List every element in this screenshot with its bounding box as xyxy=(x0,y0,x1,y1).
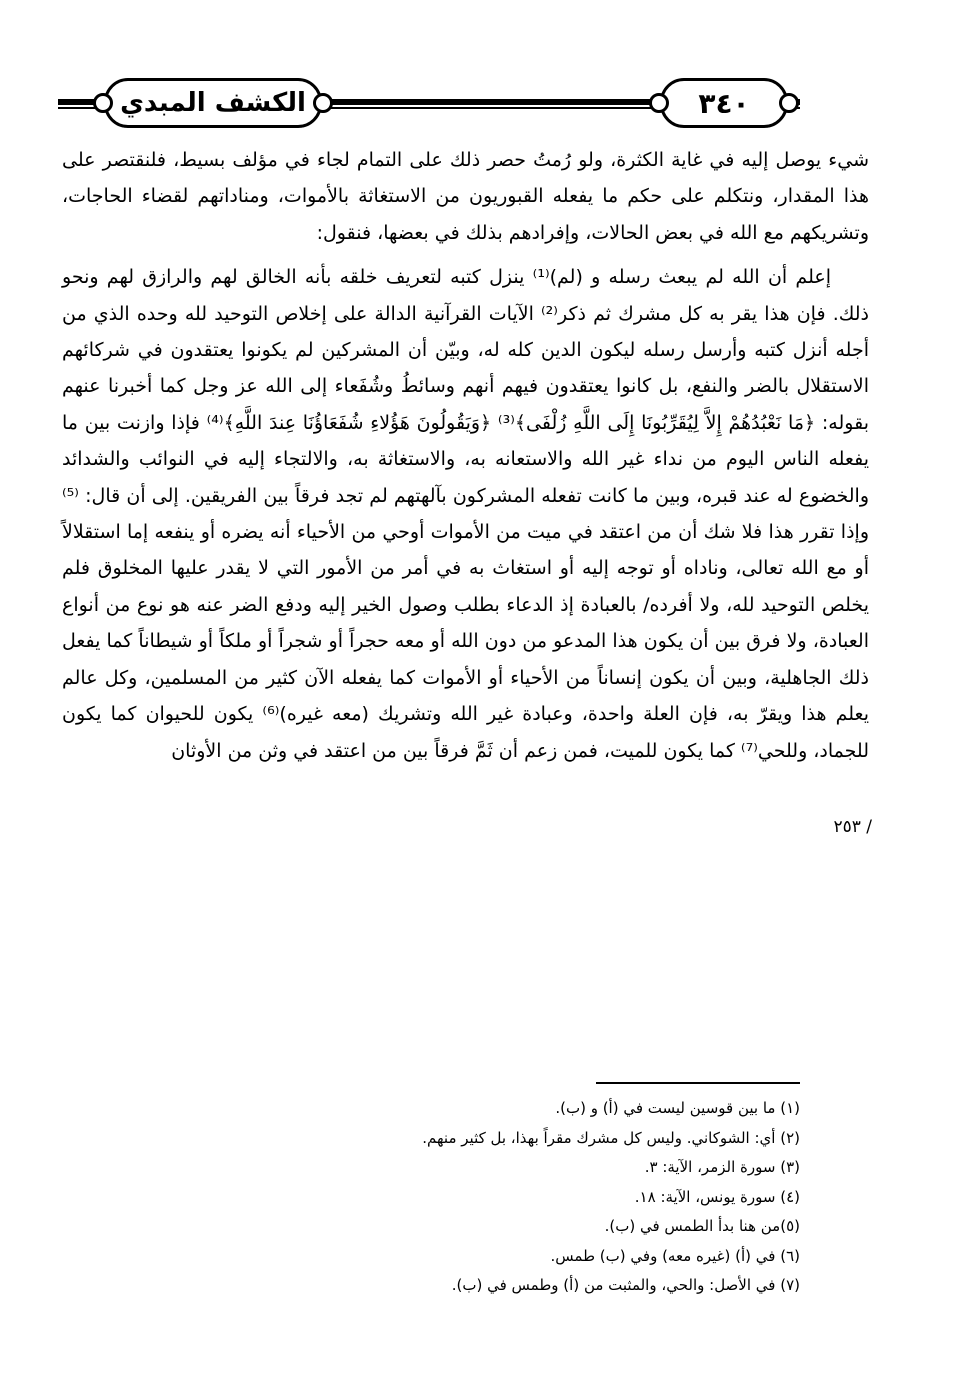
body-text xyxy=(62,142,869,769)
footnote-6: (٦) في (أ) (غيره معه) وفي (ب) طمس. xyxy=(550,1246,800,1265)
page-number: ٣٤٠ xyxy=(660,78,788,128)
page-header xyxy=(58,72,800,130)
footnote-3: (٣) سورة الزمر، الآية: ٣. xyxy=(644,1158,800,1176)
book-title: الكشف المبدي xyxy=(104,78,322,128)
paragraph-2: إعلم أن الله لم يبعث رسله و (لم)⁽¹⁾ ينزل كتبه لتعريف خلقه بأنه الخالق لهم والرازق لهم ونحو ذلك. فإن هذا يقر به كل مشرك ثم ذكر⁽²⁾ الآيات القرآنية الدالة على إخلاص التوحيد لله وحده الذي من أجله أنزل كتبه وأرسل رسله ليكون الدين كله له، وبيّن أن المشركين لم يكونوا يعتقدون في شركائهم الاستقلال بالضر والنفع، بل كانوا يعتقدون فيهم أنهم وسائطُ وشُفَعاء إلى الله عز وجل كما أخبرنا عنهم بقوله: ﴿مَا نَعْبُدُهُمْ إِلاَّ لِيُقَرِّبُونَا إِلَى اللَّهِ زُلْفَى﴾⁽³⁾ ﴿وَيَقُولُونَ هَؤُلاءِ شُفَعَاؤُنَا عِندَ اللَّهِ﴾⁽⁴⁾ فإذا وازنت بين ما يفعله الناس اليوم من نداء غير الله والاستعانه به، والاستغاثة به، والالتجاء إليه في النوائب والشدائد والخضوع له عند قبره، وبين ما كانت تفعله المشركون بآلهتهم لم تجد فرقاً بين الفريقين. إلى أن قال: ⁽⁵⁾ وإذا تقرر هذا فلا شك أن من اعتقد في ميت من الأموات أوحي من الأحياء أنه يضره أو ينفعه إما استقلالاً أو مع الله تعالى، وناداه أو توجه إليه أو استغاث به في أمر من الأمور التي لا يقدر عليها المخلوق فلم يخلص التوحيد لله، ولا أفرده/ بالعبادة إذ الدعاء بطلب وصول الخير إليه ودفع الضر عنه هو نوع من أنواع العبادة، ولا فرق بين أن يكون هذا المدعو من دون الله أو معه حجراً أو شجراً أو ملكاً أو شيطاناً كما يفعل ذلك الجاهلية، وبين أن يكون إنساناً من الأحياء أو الأموات كما يفعله الآن كثير من المسلمين، وكل عالم يعلم هذا ويقرّ به، فإن العلة واحدة، وعبادة غير الله وتشريك (معه غيره)⁽⁶⁾ يكون للحيوان كما يكون للجماد، وللحي⁽⁷⁾ كما يكون للميت، فمن زعم أن ثَمَّ فرقاً بين من اعتقد في وثن من الأوثان xyxy=(62,266,869,762)
paragraph-1: شيء يوصل إليه في غاية الكثرة، ولو رُمتُ حصر ذلك على التمام لجاء في مؤلف بسيط، فلنقتصر على هذا المقدار، ونتكلم على حكم ما يفعله القبوريون من الاستغاثة بالأموات، ومناداتهم لقضاء الحاجات، وتشريكهم مع الله في بعض الحالات، وإفرادهم بذلك في بعضها، فنقول: xyxy=(62,149,869,244)
footnote-4: (٤) سورة يونس، الآية: ١٨. xyxy=(634,1187,800,1206)
footnote-1: (١) ما بين قوسين ليست في (أ) و (ب). xyxy=(555,1099,800,1117)
footnote-5: (٥)من هنا بدأ الطمس في (ب). xyxy=(604,1217,800,1235)
footnote-separator xyxy=(596,1082,800,1084)
footnotes xyxy=(200,1094,800,1301)
footnote-2: (٢) أي: الشوكاني. وليس كل مشرك مقراً بهذا، بل كثير منهم. xyxy=(422,1128,800,1147)
manuscript-folio-marker: / ٢٥٣ xyxy=(833,817,872,837)
footnote-7: (٧) في الأصل: والحي، والمثبت من (أ) وطمس في (ب). xyxy=(451,1276,800,1294)
